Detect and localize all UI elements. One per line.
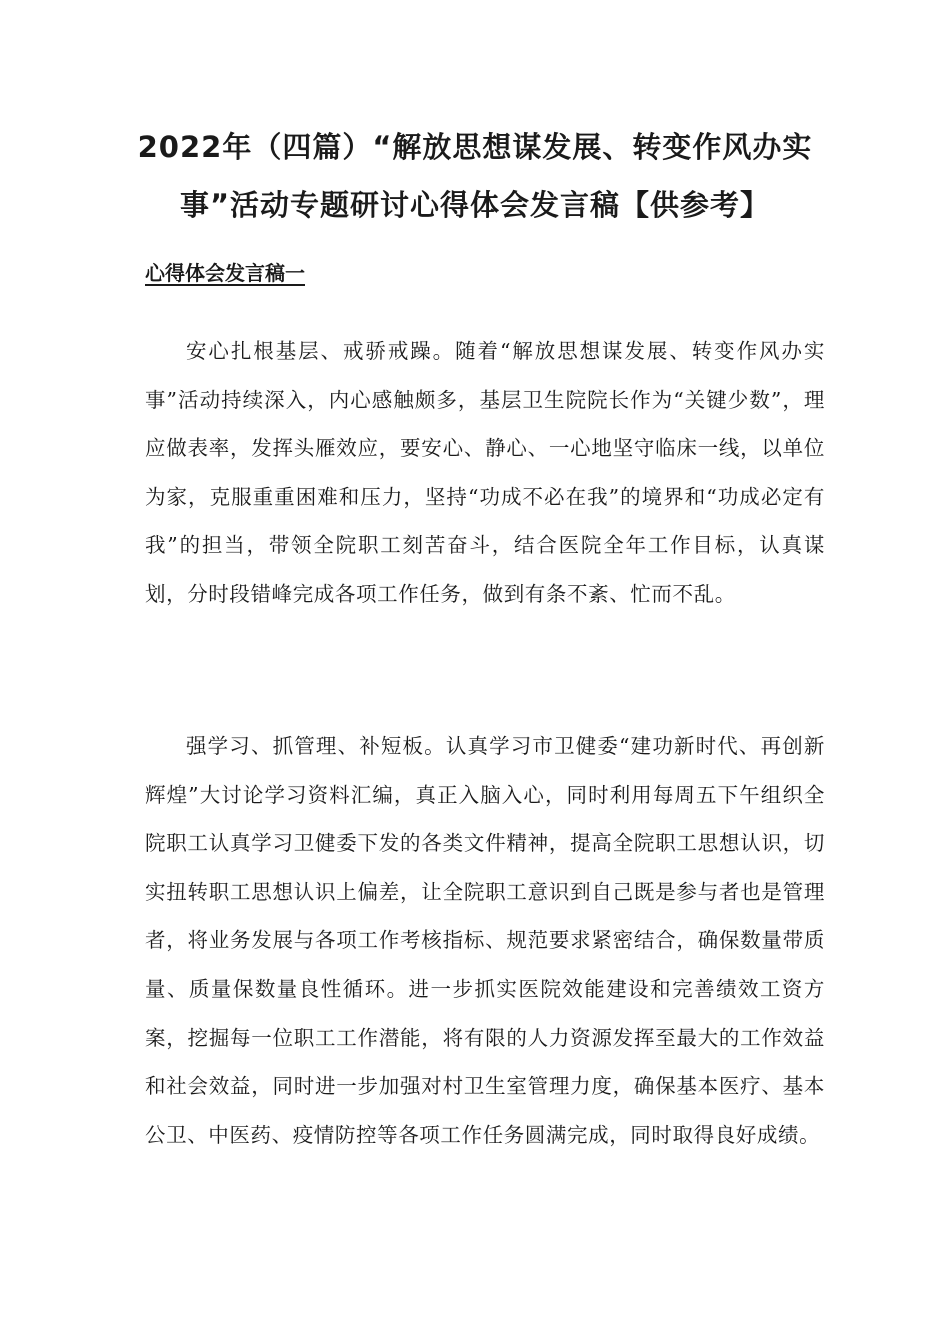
body-paragraph-2: 强学习、抓管理、补短板。认真学习市卫健委“建功新时代、再创新辉煌”大讨论学习资料汇编，真正入脑入心，同时利用每周五下午组织全院职工认真学习卫健委下发的各类文件精神，提高全院职工思想认识，切实扭转职工思想认识上偏差，让全院职工意识到自己既是参与者也是管理者，将业务发展与各项工作考核指标、规范要求紧密结合，确保数量带质量、质量保数量良性循环。进一步抓实医院效能建设和完善绩效工资方案，挖掘每一位职工工作潜能，将有限的人力资源发挥至最大的工作效益和社会效益，同时进一步加强对村卫生室管理力度，确保基本医疗、基本公卫、中医药、疫情防控等各项工作任务圆满完成，同时取得良好成绩。 bbox=[145, 734, 825, 1147]
body-paragraph-1: 安心扎根基层、戒骄戒躁。随着“解放思想谋发展、转变作风办实事”活动持续深入，内心感触颇多，基层卫生院院长作为“关键少数”，理应做表率，发挥头雁效应，要安心、静心、一心地坚守临床一线，以单位为家，克服重重困难和压力，坚持“功成不必在我”的境界和“功成必定有我”的担当，带领全院职工刻苦奋斗，结合医院全年工作目标，认真谋划，分时段错峰完成各项工作任务，做到有条不紊、忙而不乱。 bbox=[145, 339, 825, 606]
document-title: 2022年（四篇）“解放思想谋发展、转变作风办实事”活动专题研讨心得体会发言稿【供参考】 bbox=[137, 130, 813, 222]
section-heading: 心得体会发言稿一 bbox=[145, 261, 305, 285]
